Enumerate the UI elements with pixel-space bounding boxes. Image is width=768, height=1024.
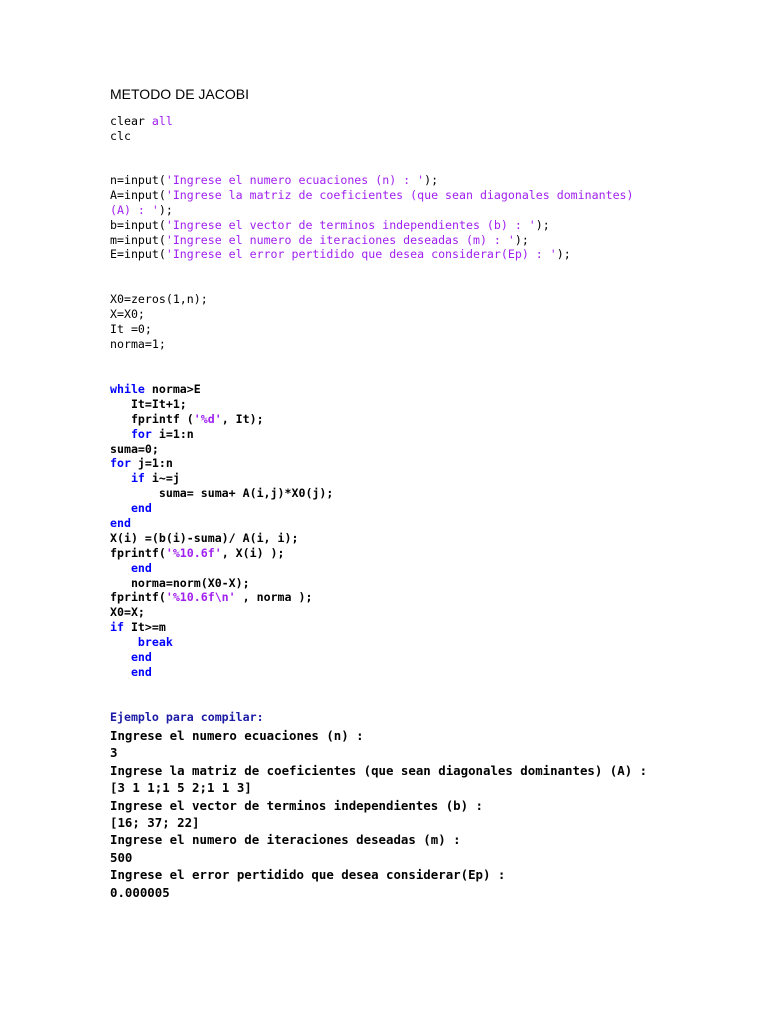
code-text: norma>E — [144, 382, 201, 396]
code-text: ); — [158, 202, 173, 217]
code-text — [110, 427, 131, 441]
code-string: 'Ingrese el vector de terminos independientes (b) : ' — [165, 217, 536, 232]
code-text — [110, 665, 131, 679]
code-text: A=input( — [110, 187, 166, 202]
code-text: X0=X; — [110, 605, 145, 620]
code-line — [110, 546, 333, 561]
code-string: 'Ingrese el numero ecuaciones (n) : ' — [165, 173, 425, 187]
code-text: , norma ); — [235, 590, 313, 605]
code-line — [110, 531, 333, 546]
example-output — [110, 728, 647, 902]
code-text: fprintf( — [110, 545, 166, 560]
code-text: suma= suma+ A(i,j)*X0(j); — [110, 486, 334, 501]
code-text — [110, 471, 131, 485]
code-string: '%10.6f' — [165, 545, 222, 560]
code-text: , X(i) ); — [221, 545, 285, 560]
code-text: ); — [424, 173, 439, 187]
code-string: 'Ingrese el numero de iteraciones deseadas (m) : ' — [165, 232, 515, 247]
code-text: It=It+1; — [110, 396, 187, 411]
code-keyword: end — [130, 501, 152, 516]
code-text: X=X0; — [110, 306, 145, 321]
code-line — [110, 292, 208, 307]
code-line — [110, 635, 333, 650]
code-keyword: end — [130, 560, 152, 575]
example-line: 3 — [110, 745, 118, 761]
code-keyword: for — [110, 456, 131, 471]
code-line — [110, 605, 333, 620]
code-text: E=input( — [110, 247, 166, 262]
example-line: [3 1 1;1 5 2;1 1 3] — [110, 780, 252, 796]
code-line — [110, 307, 208, 322]
example-line: Ingrese el numero de iteraciones deseadas (m) : — [110, 832, 461, 848]
example-line: 0.000005 — [110, 884, 170, 900]
code-text: ); — [535, 217, 550, 232]
code-block-init — [110, 292, 208, 352]
code-text: i=1:n — [151, 426, 194, 441]
code-line — [110, 471, 333, 486]
code-text: suma=0; — [110, 441, 159, 456]
code-text: clear — [110, 114, 152, 128]
example-line: Ingrese el error pertidido que desea considerar(Ep) : — [110, 867, 506, 883]
code-line — [110, 590, 333, 605]
code-text: norma=norm(X0-X); — [110, 575, 250, 590]
code-line — [110, 576, 333, 591]
code-line — [110, 218, 634, 233]
code-text — [110, 501, 131, 515]
code-line — [110, 412, 333, 427]
document-title: METODO DE JACOBI — [110, 86, 249, 102]
example-title: Ejemplo para compilar: — [110, 710, 264, 724]
code-line — [110, 382, 333, 397]
code-line — [110, 501, 333, 516]
code-text: norma=1; — [110, 336, 166, 351]
code-text: fprintf( — [110, 590, 166, 605]
example-line: [16; 37; 22] — [110, 814, 200, 830]
code-text — [110, 561, 131, 575]
code-line — [110, 442, 333, 457]
code-keyword: end — [130, 650, 152, 665]
code-line — [110, 456, 333, 471]
code-text: n=input( — [110, 173, 166, 187]
code-text — [110, 650, 131, 664]
code-string: '%d' — [193, 411, 222, 426]
example-line: 500 — [110, 849, 133, 865]
code-text: i~=j — [144, 471, 180, 486]
code-line — [110, 188, 634, 203]
code-block-inputs — [110, 173, 634, 262]
code-line — [110, 561, 333, 576]
code-string: (A) : ' — [110, 202, 159, 217]
code-line — [110, 650, 333, 665]
code-line — [110, 247, 634, 262]
example-line: Ingrese la matriz de coeficientes (que sean diagonales dominantes) (A) : — [110, 762, 648, 778]
code-text: ); — [514, 232, 529, 247]
code-keyword: if — [130, 471, 145, 486]
code-string: 'Ingrese el error pertidido que desea considerar(Ep) : ' — [165, 247, 557, 262]
code-keyword: while — [110, 382, 145, 396]
code-line — [110, 665, 333, 680]
code-line — [110, 397, 333, 412]
code-block-loop — [110, 382, 333, 680]
code-line — [110, 620, 333, 635]
code-keyword: end — [130, 664, 152, 679]
code-string: 'Ingrese la matriz de coeficientes (que sean diagonales dominantes) — [165, 187, 634, 202]
code-text: It>=m — [123, 620, 166, 635]
code-string: '%10.6f\n' — [165, 590, 236, 605]
code-text: ); — [556, 247, 571, 262]
code-line — [110, 322, 208, 337]
code-line — [110, 233, 634, 248]
code-text: It =0; — [110, 321, 152, 336]
code-text: m=input( — [110, 232, 166, 247]
example-line: Ingrese el numero ecuaciones (n) : — [110, 728, 364, 743]
code-text: X(i) =(b(i)-suma)/ A(i, i); — [110, 530, 299, 545]
code-keyword: break — [137, 635, 173, 650]
code-keyword: if — [110, 620, 124, 635]
code-line — [110, 203, 634, 218]
code-text: b=input( — [110, 217, 166, 232]
code-block-clear — [110, 114, 173, 144]
code-line — [110, 129, 173, 144]
code-line — [110, 114, 173, 129]
code-text: X0=zeros(1,n); — [110, 292, 208, 306]
code-line — [110, 427, 333, 442]
code-keyword: end — [110, 516, 131, 531]
code-string: all — [151, 114, 173, 128]
code-text — [110, 635, 138, 649]
code-text: j=1:n — [130, 456, 173, 471]
code-keyword: for — [130, 426, 152, 441]
code-text: clc — [110, 128, 131, 143]
code-text: fprintf ( — [110, 411, 194, 426]
code-line — [110, 337, 208, 352]
code-line — [110, 173, 634, 188]
example-line: Ingrese el vector de terminos independientes (b) : — [110, 797, 483, 813]
code-line — [110, 486, 333, 501]
code-line — [110, 516, 333, 531]
code-text: , It); — [221, 411, 264, 426]
